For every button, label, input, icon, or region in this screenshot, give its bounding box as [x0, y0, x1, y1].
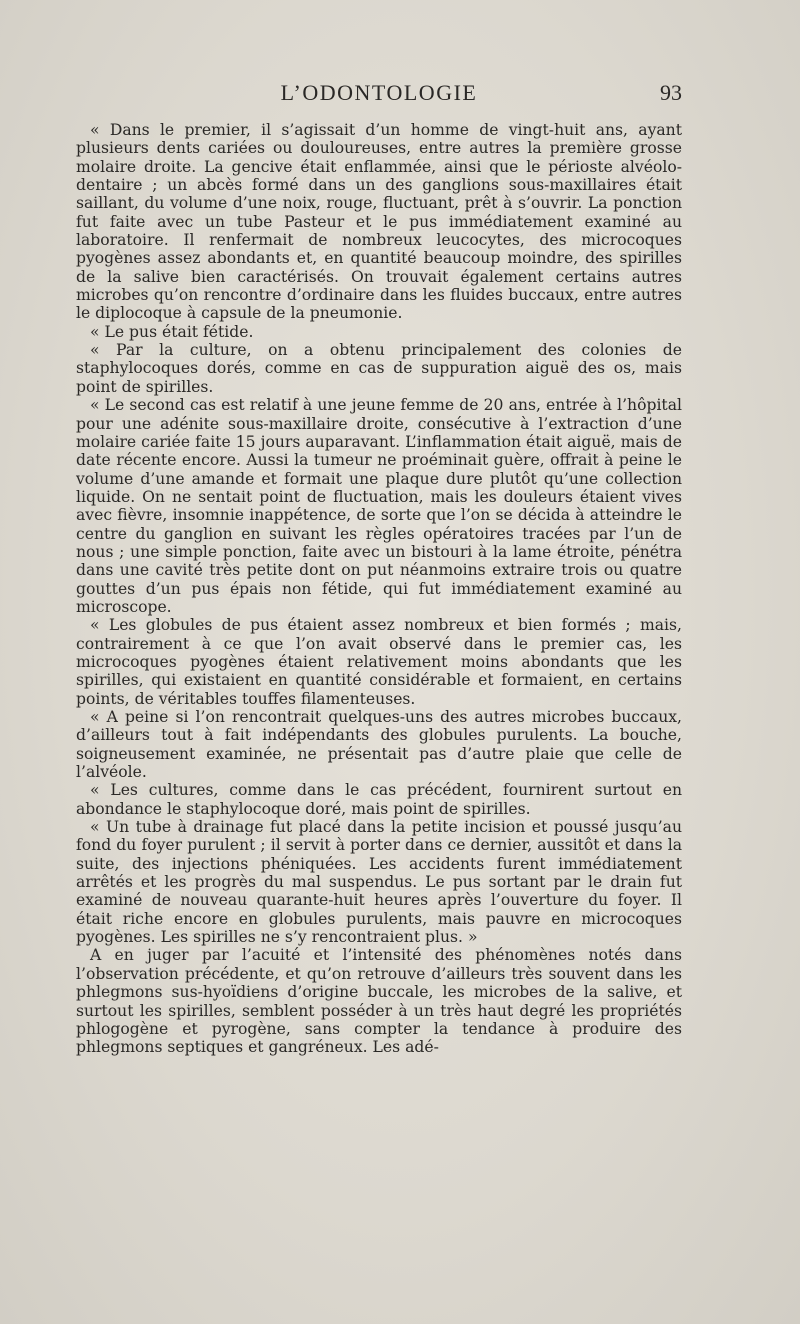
- paragraph: A en juger par l’acuité et l’intensité des phénomènes notés dans l’observation précédente, et qu’on retrouve d’ailleurs très souvent dans les phlegmons sus-hyoïdiens d’origine buccale, les microbes de la salive, et surtout les spirilles, semblent posséder à un très haut degré les propriétés phlogogène et pyrogène, sans compter la tendance à produire des phlegmons septiques et gangréneux. Les adé-: [76, 946, 682, 1057]
- body-text: [76, 121, 682, 1057]
- page-number: 93: [660, 80, 682, 105]
- paragraph: « Les cultures, comme dans le cas précédent, fournirent surtout en abondance le staphylocoque doré, mais point de spirilles.: [76, 781, 682, 818]
- paragraph: « Dans le premier, il s’agissait d’un homme de vingt-huit ans, ayant plusieurs dents cariées ou douloureuses, entre autres la première grosse molaire droite. La gencive était enflammée, ainsi que le périoste alvéolo-dentaire ; un abcès formé dans un des ganglions sous-maxillaires était saillant, du volume d’une noix, rouge, fluctuant, prêt à s’ouvrir. La ponction fut faite avec un tube Pasteur et le pus immédiatement examiné au laboratoire. Il renfermait de nombreux leucocytes, des microcoques pyogènes assez abondants et, en quantité beaucoup moindre, des spirilles de la salive bien caractérisés. On trouvait également certains autres microbes qu’on rencontre d’ordinaire dans les fluides buccaux, entre autres le diplocoque à capsule de la pneumonie.: [76, 121, 682, 323]
- paragraph: « Le second cas est relatif à une jeune femme de 20 ans, entrée à l’hôpital pour une adénite sous-maxillaire droite, consécutive à l’extraction d’une molaire cariée faite 15 jours auparavant. L’inflammation était aiguë, mais de date récente encore. Aussi la tumeur ne proéminait guère, offrait à peine le volume d’une amande et formait une plaque dure plutôt qu’une collection liquide. On ne sentait point de fluctuation, mais les douleurs étaient vives avec fièvre, insomnie inappétence, de sorte que l’on se décida à atteindre le centre du ganglion en suivant les règles opératoires tracées par l’un de nous ; une simple ponction, faite avec un bistouri à la lame étroite, pénétra dans une cavité très petite dont on put néanmoins extraire trois ou quatre gouttes d’un pus épais non fétide, qui fut immédiatement examiné au microscope.: [76, 396, 682, 616]
- paragraph: « Un tube à drainage fut placé dans la petite incision et poussé jusqu’au fond du foyer purulent ; il servit à porter dans ce dernier, aussitôt et dans la suite, des injections phéniquées. Les accidents furent immédiatement arrêtés et les progrès du mal suspendus. Le pus sortant par le drain fut examiné de nouveau quarante-huit heures après l’ouverture du foyer. Il était riche encore en globules purulents, mais pauvre en microcoques pyogènes. Les spirilles ne s’y rencontraient plus. »: [76, 818, 682, 947]
- page-header: [76, 80, 682, 110]
- paragraph: « Par la culture, on a obtenu principalement des colonies de staphylocoques dorés, comme en cas de suppuration aiguë des os, mais point de spirilles.: [76, 341, 682, 396]
- paragraph: « A peine si l’on rencontrait quelques-uns des autres microbes buccaux, d’ailleurs tout à fait indépendants des globules purulents. La bouche, soigneusement examinée, ne présentait pas d’autre plaie que celle de l’alvéole.: [76, 708, 682, 782]
- paragraph: « Le pus était fétide.: [90, 322, 254, 341]
- paragraph: « Les globules de pus étaient assez nombreux et bien formés ; mais, contrairement à ce que l’on avait observé dans le premier cas, les microcoques pyogènes étaient relativement moins abondants que les spirilles, qui existaient en quantité considérable et formaient, en certains points, de véritables touffes filamenteuses.: [76, 616, 682, 708]
- running-title: L’ODONTOLOGIE: [280, 80, 478, 105]
